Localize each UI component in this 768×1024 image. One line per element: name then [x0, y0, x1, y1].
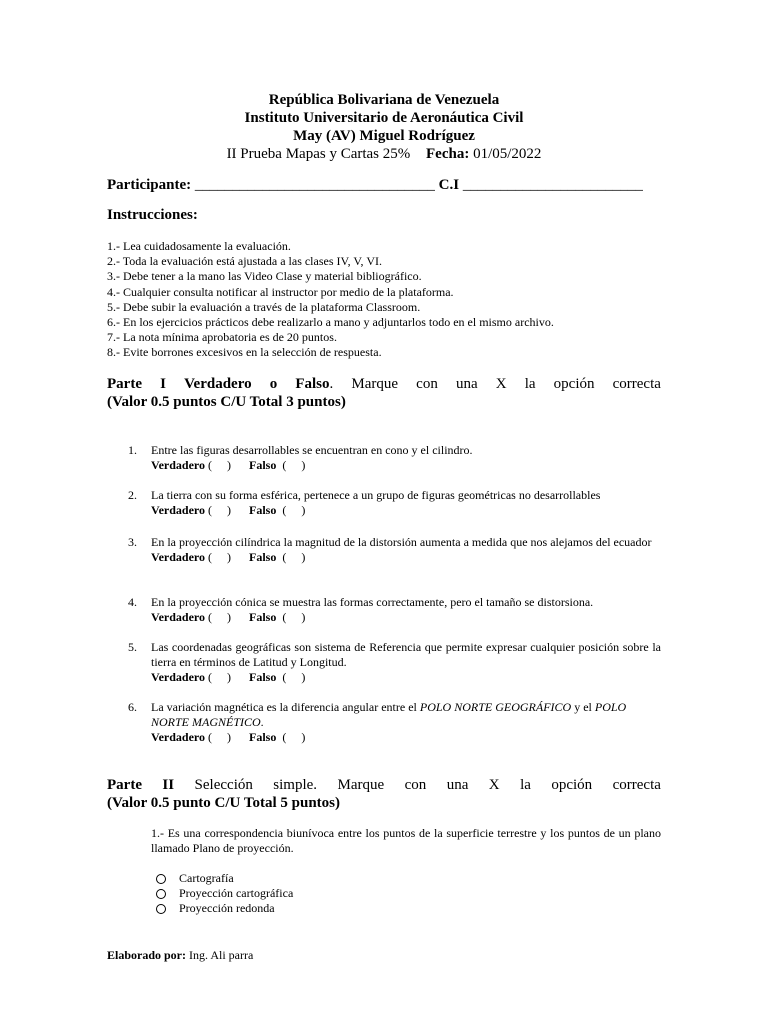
part-2-word: con: [404, 777, 427, 793]
instruction-item: 3.- Debe tener a la mano las Video Clase y material bibliográfico.: [107, 269, 422, 284]
question-number: 1.: [128, 443, 137, 457]
part-2-word: opción: [551, 777, 593, 793]
part-2-word: Selección: [194, 777, 253, 793]
part-1-word: una: [455, 376, 478, 392]
true-label: Verdadero: [151, 458, 205, 472]
option-label: Proyección redonda: [179, 901, 275, 915]
instruction-item: 5.- Debe subir la evaluación a través de la plataforma Classroom.: [107, 299, 421, 314]
question-text-part: La variación magnética es la diferencia angular entre el: [151, 700, 420, 714]
radio-circle-icon[interactable]: [156, 889, 166, 899]
part-1-word: la: [524, 376, 536, 392]
question-number: 3.: [128, 535, 137, 549]
part-2-word: la: [520, 777, 531, 793]
question-text-part: .: [260, 715, 264, 729]
part-2-word: II: [162, 777, 175, 793]
question-text: Las coordenadas geográficas son sistema de Referencia que permite expresar cualquier posición sobre la tierra en términos de Latitud y Longitud.: [151, 640, 661, 669]
exam-title: II Prueba Mapas y Cartas 25%: [226, 146, 411, 162]
part-1-word: opción: [553, 376, 595, 392]
part-2-word: correcta: [612, 777, 661, 793]
participant-blank: ________________________________: [194, 177, 435, 193]
option-label: Proyección cartográfica: [179, 886, 294, 900]
selection-question-1: 1.- Es una correspondencia biunívoca entre los puntos de la superficie terrestre y los puntos de un plano llamado Plano de proyección.: [151, 826, 661, 855]
part-2-heading: [107, 776, 661, 812]
radio-circle-icon[interactable]: [156, 874, 166, 884]
part-1-word: Falso.: [295, 376, 334, 392]
part-1-value: (Valor 0.5 puntos C/U Total 3 puntos): [107, 394, 346, 410]
instructions-list: [107, 239, 554, 361]
part-1-word-falso: Falso: [295, 376, 330, 392]
false-label: Falso: [249, 458, 277, 472]
answer-option[interactable]: [156, 901, 293, 916]
instruction-item: 6.- En los ejercicios prácticos debe realizarlo a mano y adjuntarlos todo en el mismo archivo.: [107, 315, 554, 330]
question-number: 5.: [128, 640, 137, 654]
part-1-word: Verdadero: [184, 376, 252, 392]
part-2-word: una: [446, 777, 469, 793]
question-number: 2.: [128, 488, 137, 502]
question-text: [151, 700, 661, 730]
question-number: 6.: [128, 700, 137, 714]
instruction-item: 4.- Cualquier consulta notificar al instructor por medio de la plataforma.: [107, 284, 454, 299]
part-1-word: X: [495, 376, 507, 392]
true-label: Verdadero: [151, 503, 205, 517]
author-name: Ing. Ali parra: [189, 948, 254, 962]
true-false-answer[interactable]: Verdadero ( ) Falso ( ): [151, 458, 306, 472]
author-label: Elaborado por:: [107, 948, 187, 962]
header-line-3: May (AV) Miguel Rodríguez: [293, 128, 475, 144]
question-text-emphasis: POLO NORTE MAGNÉTICO: [151, 700, 627, 729]
document-header: [0, 91, 768, 163]
instruction-item: 2.- Toda la evaluación está ajustada a las clases IV, V, VI.: [107, 254, 382, 269]
ci-blank: ________________________: [462, 177, 643, 193]
false-label: Falso: [249, 503, 277, 517]
part-1-word: con: [416, 376, 438, 392]
part-2-word: X: [488, 777, 500, 793]
true-false-answer[interactable]: Verdadero ( ) Falso ( ): [151, 610, 306, 624]
instruction-item: 7.- La nota mínima aprobatoria es de 20 puntos.: [107, 330, 337, 345]
true-label: Verdadero: [151, 670, 205, 684]
answer-option[interactable]: [156, 871, 293, 886]
footer-author: [107, 948, 253, 963]
question-text: La tierra con su forma esférica, pertenece a un grupo de figuras geométricas no desarrollables: [151, 488, 601, 502]
part-1-word: I: [160, 376, 166, 392]
date-label: Fecha:: [426, 146, 470, 162]
question-number: 4.: [128, 595, 137, 609]
true-false-answer[interactable]: Verdadero ( ) Falso ( ): [151, 730, 306, 744]
date-value: 01/05/2022: [473, 146, 542, 162]
part-1-word: Parte: [107, 376, 142, 392]
participant-label: Participante:: [107, 177, 192, 193]
instructions-title: Instrucciones:: [107, 207, 198, 223]
true-false-answer[interactable]: Verdadero ( ) Falso ( ): [151, 550, 306, 564]
answer-options: [156, 871, 293, 916]
true-false-answer[interactable]: Verdadero ( ) Falso ( ): [151, 670, 306, 684]
question-text: En la proyección cilíndrica la magnitud de la distorsión aumenta a medida que nos alejamos del ecuador: [151, 535, 652, 549]
part-1-heading: [107, 375, 661, 411]
part-2-word: simple.: [273, 777, 318, 793]
true-false-answer[interactable]: Verdadero ( ) Falso ( ): [151, 503, 306, 517]
participant-line: [107, 177, 643, 194]
question-5: [128, 640, 661, 685]
option-label: Cartografía: [179, 871, 234, 885]
part-2-word: Marque: [337, 777, 385, 793]
false-label: Falso: [249, 730, 277, 744]
instruction-item: 1.- Lea cuidadosamente la evaluación.: [107, 239, 291, 253]
part-2-value: (Valor 0.5 punto C/U Total 5 puntos): [107, 795, 340, 811]
question-6: [128, 700, 661, 745]
true-label: Verdadero: [151, 550, 205, 564]
question-text: Entre las figuras desarrollables se encuentran en cono y el cilindro.: [151, 443, 473, 457]
question-3: [128, 535, 661, 565]
question-text-emphasis: POLO NORTE GEOGRÁFICO: [419, 700, 572, 714]
radio-circle-icon[interactable]: [156, 904, 166, 914]
question-text: En la proyección cónica se muestra las formas correctamente, pero el tamaño se distorsiona.: [151, 595, 594, 609]
part-1-word: correcta: [612, 376, 661, 392]
ci-label: C.I: [438, 177, 460, 193]
question-1: [128, 443, 661, 473]
header-line-2: Instituto Universitario de Aeronáutica Civil: [244, 110, 524, 126]
true-label: Verdadero: [151, 610, 205, 624]
false-label: Falso: [249, 550, 277, 564]
question-text-part: y el: [571, 700, 595, 714]
question-2: [128, 488, 661, 518]
question-4: [128, 595, 661, 625]
part-2-word: Parte: [107, 777, 142, 793]
instruction-item: 8.- Evite borrones excesivos en la selección de respuesta.: [107, 345, 382, 360]
part-1-word: Marque: [351, 376, 399, 392]
part-1-word: o: [269, 376, 278, 392]
false-label: Falso: [249, 610, 277, 624]
false-label: Falso: [249, 670, 277, 684]
answer-option[interactable]: [156, 886, 293, 901]
header-line-1: República Bolivariana de Venezuela: [268, 92, 500, 108]
header-line-4: [0, 145, 768, 163]
true-label: Verdadero: [151, 730, 205, 744]
